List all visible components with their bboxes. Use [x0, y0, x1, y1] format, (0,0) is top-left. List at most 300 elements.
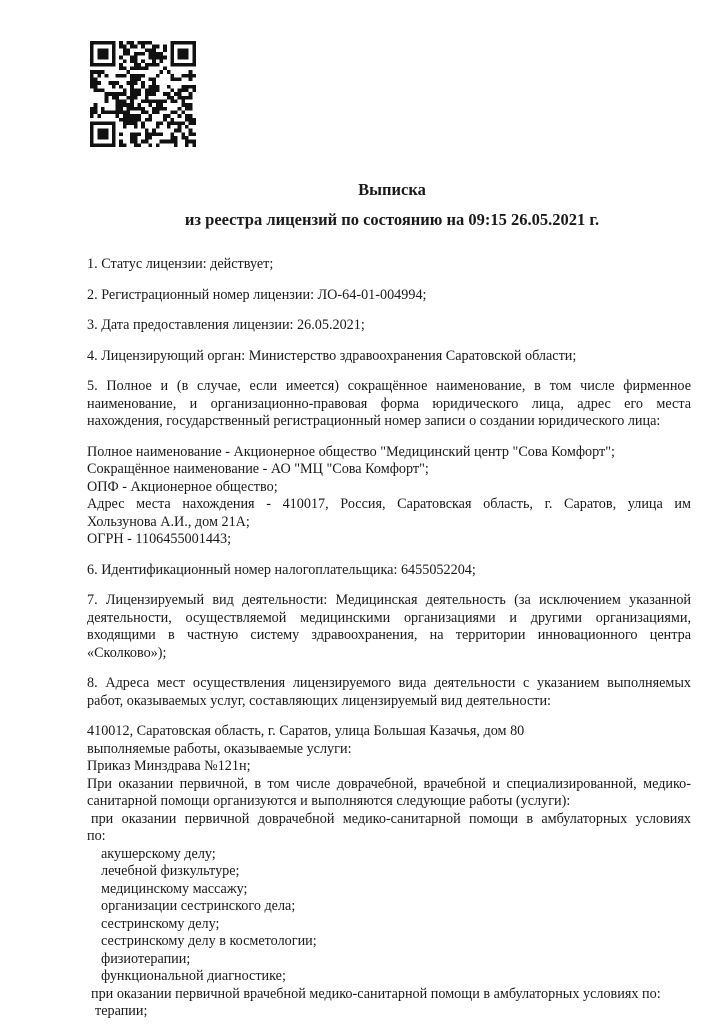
qr-module	[167, 70, 171, 74]
text-line: 5. Полное и (в случае, если имеется) сокращённое наименование, в том числе фирменное	[87, 378, 691, 394]
qr-module	[134, 114, 138, 118]
qr-module	[145, 41, 149, 45]
qr-module	[148, 143, 152, 147]
qr-module	[163, 48, 167, 52]
qr-module	[97, 56, 101, 60]
qr-module	[101, 136, 105, 140]
qr-module	[181, 56, 185, 60]
qr-module	[138, 41, 142, 45]
qr-module	[181, 48, 185, 52]
qr-module	[134, 92, 138, 96]
qr-module	[170, 41, 174, 45]
qr-module	[181, 89, 185, 93]
service-item: физиотерапии;	[101, 950, 191, 967]
qr-module	[174, 92, 178, 96]
qr-module	[130, 96, 134, 100]
qr-module	[145, 110, 149, 114]
qr-module	[112, 92, 116, 96]
qr-module	[119, 118, 123, 122]
qr-module	[189, 140, 193, 144]
qr-module	[141, 121, 145, 125]
qr-module	[105, 52, 109, 56]
qr-module	[159, 52, 163, 56]
qr-module	[178, 92, 182, 96]
works-label: выполняемые работы, оказываемые услуги:	[87, 740, 352, 757]
qr-module	[138, 143, 142, 147]
qr-module	[90, 41, 94, 45]
qr-module	[174, 78, 178, 82]
qr-module	[90, 129, 94, 133]
qr-module	[134, 74, 138, 78]
qr-module	[90, 140, 94, 144]
qr-module	[94, 121, 98, 125]
prehospital-heading-1: при оказании первичной доврачебной медико-санитарной помощи в амбулаторных условиях	[91, 810, 691, 827]
qr-module	[116, 107, 120, 111]
qr-module	[134, 63, 138, 67]
qr-module	[185, 89, 189, 93]
qr-module	[123, 99, 127, 103]
qr-module	[159, 121, 163, 125]
qr-module	[101, 143, 105, 147]
qr-module	[138, 63, 142, 67]
qr-module	[134, 45, 138, 49]
qr-module	[112, 110, 116, 114]
qr-module	[181, 99, 185, 103]
qr-module	[167, 140, 171, 144]
service-item: сестринскому делу в косметологии;	[101, 933, 317, 949]
qr-module	[94, 103, 98, 107]
qr-module	[148, 118, 152, 122]
qr-module	[127, 103, 131, 107]
qr-module	[105, 63, 109, 67]
intro-line-2: санитарной помощи организуются и выполняются следующие работы (услуги):	[87, 793, 571, 809]
qr-module	[130, 45, 134, 49]
qr-module	[119, 110, 123, 114]
qr-module	[97, 81, 101, 85]
qr-module	[178, 121, 182, 125]
qr-module	[152, 92, 156, 96]
qr-module	[192, 85, 196, 89]
qr-module	[178, 89, 182, 93]
qr-module	[174, 99, 178, 103]
qr-module	[167, 114, 171, 118]
qr-module	[159, 140, 163, 144]
qr-module	[163, 114, 167, 118]
qr-module	[163, 45, 167, 49]
qr-module	[119, 103, 123, 107]
qr-module	[90, 107, 94, 111]
qr-module	[141, 85, 145, 89]
qr-module	[152, 48, 156, 52]
prehospital-services	[87, 846, 691, 986]
qr-module	[192, 63, 196, 67]
full-name: Полное наименование - Акционерное общество "Медицинский центр "Сова Комфорт";	[87, 443, 615, 460]
qr-module	[134, 121, 138, 125]
qr-module	[138, 107, 142, 111]
qr-module	[123, 103, 127, 107]
qr-module	[185, 136, 189, 140]
qr-module	[97, 41, 101, 45]
qr-module	[119, 143, 123, 147]
qr-module	[145, 92, 149, 96]
opf: ОПФ - Акционерное общество;	[87, 478, 278, 495]
qr-module	[134, 52, 138, 56]
qr-module	[148, 85, 152, 89]
qr-module	[112, 136, 116, 140]
qr-module	[174, 110, 178, 114]
qr-module	[116, 96, 120, 100]
qr-module	[108, 63, 112, 67]
qr-module	[145, 132, 149, 136]
qr-module	[170, 56, 174, 60]
qr-module	[94, 78, 98, 82]
qr-module	[108, 41, 112, 45]
qr-module	[97, 74, 101, 78]
qr-module	[108, 110, 112, 114]
qr-module	[90, 125, 94, 129]
address-line-1: Адрес места нахождения - 410017, Россия, Саратовская область, г. Саратов, улица им	[87, 496, 691, 512]
qr-module	[189, 92, 193, 96]
qr-module	[94, 110, 98, 114]
qr-module	[163, 140, 167, 144]
qr-module	[181, 132, 185, 136]
qr-module	[123, 143, 127, 147]
qr-module	[145, 63, 149, 67]
qr-module	[152, 56, 156, 60]
license-status: 1. Статус лицензии: действует;	[87, 256, 274, 272]
qr-module	[112, 48, 116, 52]
qr-module	[189, 63, 193, 67]
qr-module	[97, 52, 101, 56]
qr-module	[90, 63, 94, 67]
qr-module	[170, 121, 174, 125]
qr-module	[145, 89, 149, 93]
qr-module	[90, 59, 94, 63]
qr-module	[156, 56, 160, 60]
qr-module	[119, 67, 123, 71]
qr-module	[159, 56, 163, 60]
qr-module	[170, 132, 174, 136]
qr-module	[148, 99, 152, 103]
licensing-authority: 4. Лицензирующий орган: Министерство здравоохранения Саратовской области;	[87, 347, 577, 364]
qr-module	[130, 85, 134, 89]
qr-module	[130, 114, 134, 118]
qr-module	[119, 132, 123, 136]
qr-module	[123, 118, 127, 122]
qr-module	[101, 48, 105, 52]
qr-module	[170, 136, 174, 140]
qr-module	[112, 143, 116, 147]
qr-module	[159, 59, 163, 63]
qr-module	[141, 52, 145, 56]
qr-module	[130, 67, 134, 71]
qr-module	[119, 107, 123, 111]
doctor-services	[87, 1003, 691, 1021]
qr-module	[130, 107, 134, 111]
qr-module	[138, 132, 142, 136]
service-item: функциональной диагностике;	[101, 968, 286, 984]
qr-module	[170, 52, 174, 56]
qr-module	[170, 99, 174, 103]
qr-module	[112, 59, 116, 63]
qr-module	[156, 85, 160, 89]
qr-module	[105, 56, 109, 60]
qr-module	[152, 85, 156, 89]
qr-module	[101, 129, 105, 133]
qr-module	[181, 121, 185, 125]
qr-module	[167, 96, 171, 100]
license-reg-number: 2. Регистрационный номер лицензии: ЛО-64-01-004994;	[87, 286, 427, 303]
qr-module	[112, 81, 116, 85]
qr-module	[105, 99, 109, 103]
qr-module	[112, 56, 116, 60]
qr-module	[156, 74, 160, 78]
qr-module	[145, 129, 149, 133]
qr-module	[138, 78, 142, 82]
service-item: медицинскому массажу;	[101, 880, 248, 897]
qr-module	[97, 121, 101, 125]
qr-module	[130, 41, 134, 45]
qr-module	[127, 121, 131, 125]
qr-module	[123, 74, 127, 78]
qr-module	[134, 118, 138, 122]
qr-module	[90, 48, 94, 52]
qr-module	[130, 136, 134, 140]
qr-module	[116, 92, 120, 96]
qr-module	[174, 41, 178, 45]
qr-module	[130, 81, 134, 85]
qr-module	[178, 96, 182, 100]
qr-module	[90, 143, 94, 147]
qr-module	[90, 70, 94, 74]
qr-module	[148, 136, 152, 140]
qr-module	[141, 125, 145, 129]
text-line: «Сколково»);	[87, 644, 167, 661]
document-title: Выписка	[358, 180, 426, 199]
address-line-2: Хользунова А.И., дом 21А;	[87, 513, 250, 530]
qr-module	[156, 103, 160, 107]
qr-module	[156, 132, 160, 136]
qr-module	[152, 45, 156, 49]
qr-module	[181, 63, 185, 67]
qr-module	[90, 74, 94, 78]
qr-module	[90, 136, 94, 140]
qr-module	[141, 45, 145, 49]
qr-code-image	[90, 38, 196, 150]
qr-module	[97, 143, 101, 147]
qr-module	[134, 78, 138, 82]
qr-module	[145, 67, 149, 71]
qr-module	[185, 52, 189, 56]
qr-module	[119, 99, 123, 103]
qr-module	[127, 70, 131, 74]
qr-module	[90, 81, 94, 85]
short-name: Сокращённое наименование - АО "МЦ "Сова Комфорт";	[87, 461, 429, 477]
qr-module	[178, 107, 182, 111]
qr-module	[178, 41, 182, 45]
qr-module	[159, 107, 163, 111]
qr-module	[178, 63, 182, 67]
qr-module	[112, 121, 116, 125]
qr-module	[138, 67, 142, 71]
qr-module	[97, 89, 101, 93]
qr-module	[185, 118, 189, 122]
qr-module	[108, 81, 112, 85]
qr-module	[145, 96, 149, 100]
qr-module	[141, 59, 145, 63]
qr-module	[112, 125, 116, 129]
qr-module	[134, 125, 138, 129]
qr-module	[189, 129, 193, 133]
qr-module	[167, 92, 171, 96]
qr-module	[178, 48, 182, 52]
activity-place	[87, 723, 691, 1021]
qr-module	[130, 118, 134, 122]
qr-module	[105, 143, 109, 147]
document-subtitle: из реестра лицензий по состоянию на 09:15 26.05.2021 г.	[184, 210, 600, 229]
qr-module	[189, 74, 193, 78]
qr-module	[152, 81, 156, 85]
qr-module	[145, 118, 149, 122]
qr-module	[145, 48, 149, 52]
qr-module	[112, 41, 116, 45]
qr-module	[189, 132, 193, 136]
qr-module	[192, 45, 196, 49]
qr-module	[148, 48, 152, 52]
qr-module	[185, 96, 189, 100]
qr-module	[148, 103, 152, 107]
qr-module	[189, 78, 193, 82]
qr-module	[163, 118, 167, 122]
qr-module	[94, 143, 98, 147]
qr-module	[119, 45, 123, 49]
qr-module	[170, 48, 174, 52]
qr-module	[181, 85, 185, 89]
doctor-heading: при оказании первичной врачебной медико-санитарной помощи в амбулаторных условиях по:	[91, 985, 661, 1002]
qr-module	[148, 92, 152, 96]
qr-module	[134, 107, 138, 111]
qr-module	[130, 74, 134, 78]
qr-module	[138, 92, 142, 96]
qr-module	[123, 59, 127, 63]
qr-module	[156, 121, 160, 125]
qr-module	[123, 114, 127, 118]
qr-module	[141, 107, 145, 111]
qr-module	[138, 118, 142, 122]
text-line: наименование, и организационно-правовая форма юридического лица, адрес его места	[87, 395, 691, 412]
qr-module	[141, 81, 145, 85]
qr-module	[170, 140, 174, 144]
qr-module	[101, 107, 105, 111]
qr-module	[167, 85, 171, 89]
qr-module	[112, 140, 116, 144]
qr-module	[123, 125, 127, 129]
qr-module	[163, 99, 167, 103]
qr-module	[116, 103, 120, 107]
qr-module	[192, 74, 196, 78]
qr-module	[174, 136, 178, 140]
qr-module	[189, 103, 193, 107]
legal-entity-details	[87, 444, 691, 549]
qr-module	[170, 89, 174, 93]
qr-module	[105, 136, 109, 140]
qr-module	[90, 121, 94, 125]
qr-module	[170, 110, 174, 114]
qr-module	[185, 41, 189, 45]
qr-module	[145, 136, 149, 140]
qr-module	[138, 89, 142, 93]
qr-module	[112, 63, 116, 67]
qr-module	[148, 89, 152, 93]
qr-module	[167, 125, 171, 129]
qr-module	[185, 103, 189, 107]
qr-module	[145, 140, 149, 144]
qr-module	[170, 74, 174, 78]
qr-module	[178, 78, 182, 82]
qr-module	[101, 63, 105, 67]
qr-module	[94, 85, 98, 89]
qr-module	[156, 52, 160, 56]
qr-module	[97, 129, 101, 133]
qr-module	[163, 56, 167, 60]
qr-module	[101, 52, 105, 56]
qr-module	[94, 89, 98, 93]
qr-module	[94, 107, 98, 111]
qr-module	[178, 129, 182, 133]
qr-module	[97, 114, 101, 118]
qr-module	[119, 140, 123, 144]
qr-module	[181, 136, 185, 140]
qr-module	[170, 96, 174, 100]
qr-module	[185, 140, 189, 144]
service-item: организации сестринского дела;	[101, 898, 296, 914]
qr-module	[170, 45, 174, 49]
qr-module	[174, 143, 178, 147]
qr-module	[174, 140, 178, 144]
qr-module	[127, 41, 131, 45]
qr-module	[163, 67, 167, 71]
qr-module	[189, 41, 193, 45]
qr-module	[152, 129, 156, 133]
qr-module	[90, 110, 94, 114]
qr-module	[156, 107, 160, 111]
qr-module	[145, 99, 149, 103]
qr-module	[152, 59, 156, 63]
qr-module	[97, 48, 101, 52]
qr-module	[123, 45, 127, 49]
qr-module	[119, 63, 123, 67]
qr-module	[123, 52, 127, 56]
qr-module	[148, 63, 152, 67]
qr-module	[174, 129, 178, 133]
text-line: работ, оказываемых услуг, составляющих лицензируемый вид деятельности:	[87, 692, 551, 709]
qr-module	[192, 140, 196, 144]
qr-module	[178, 56, 182, 60]
qr-module	[123, 110, 127, 114]
qr-module	[101, 132, 105, 136]
qr-module	[156, 45, 160, 49]
qr-module	[185, 74, 189, 78]
qr-module	[138, 74, 142, 78]
qr-module	[141, 67, 145, 71]
qr-module	[189, 70, 193, 74]
qr-module	[192, 143, 196, 147]
qr-code	[90, 38, 196, 150]
qr-module	[134, 56, 138, 60]
qr-module	[181, 52, 185, 56]
qr-module	[181, 103, 185, 107]
text-line: деятельности, осуществляемой медицинскими организациями и другими организациями,	[87, 609, 691, 626]
